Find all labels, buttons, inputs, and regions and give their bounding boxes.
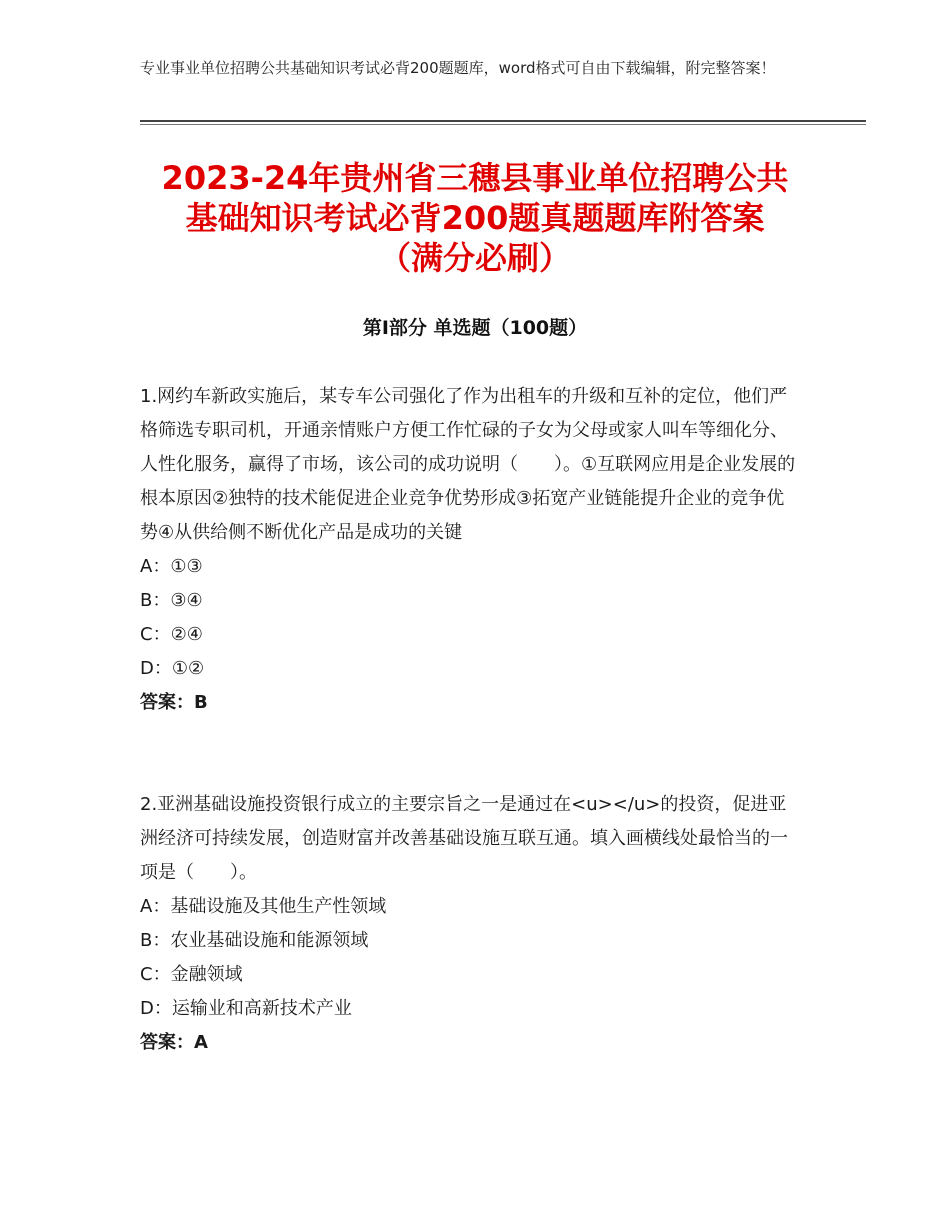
option-b: B：农业基础设施和能源领域 <box>140 930 369 951</box>
answer-label: 答案： <box>140 692 194 713</box>
option-c: C：②④ <box>140 624 203 645</box>
header-note: 专业事业单位招聘公共基础知识考试必背200题题库，word格式可自由下载编辑，附完整答案！ <box>140 59 776 77</box>
title-line-1: 2023-24年贵州省三穗县事业单位招聘公共 <box>161 159 789 197</box>
title-line-2: 基础知识考试必背200题真题题库附答案 <box>185 199 765 237</box>
section-heading: 第Ⅰ部分 单选题（100题） <box>362 317 588 339</box>
option-b: B：③④ <box>140 590 203 611</box>
header-rule-thin <box>140 124 866 125</box>
document-title <box>100 158 850 278</box>
option-d: D：①② <box>140 658 205 679</box>
answer-value: A <box>194 1032 208 1053</box>
title-line-3: （满分必刷） <box>378 239 571 277</box>
option-c: C：金融领域 <box>140 964 243 985</box>
header-rule-thick <box>140 120 866 122</box>
option-a: A：基础设施及其他生产性领域 <box>140 896 387 917</box>
option-d: D：运输业和高新技术产业 <box>140 998 352 1019</box>
answer-label: 答案： <box>140 1032 194 1053</box>
question-2 <box>140 788 800 1060</box>
answer-value: B <box>194 692 208 713</box>
question-1 <box>140 380 800 720</box>
answer-line <box>140 1026 800 1060</box>
answer-line <box>140 686 800 720</box>
question-stem: 1.网约车新政实施后，某专车公司强化了作为出租车的升级和互补的定位，他们严格筛选专职司机，开通亲情账户方便工作忙碌的子女为父母或家人叫车等细化分、人性化服务，赢得了市场，该公司的成功说明（ ）。①互联网应用是企业发展的根本原因②独特的技术能促进企业竞争优势形成③拓宽产业链能提升企业的竞争优势④从供给侧不断优化产品是成功的关键 <box>140 386 796 543</box>
option-a: A：①③ <box>140 556 203 577</box>
question-stem: 2.亚洲基础设施投资银行成立的主要宗旨之一是通过在<u></u>的投资，促进亚洲经济可持续发展，创造财富并改善基础设施互联互通。填入画横线处最恰当的一项是（ ）。 <box>140 794 788 883</box>
